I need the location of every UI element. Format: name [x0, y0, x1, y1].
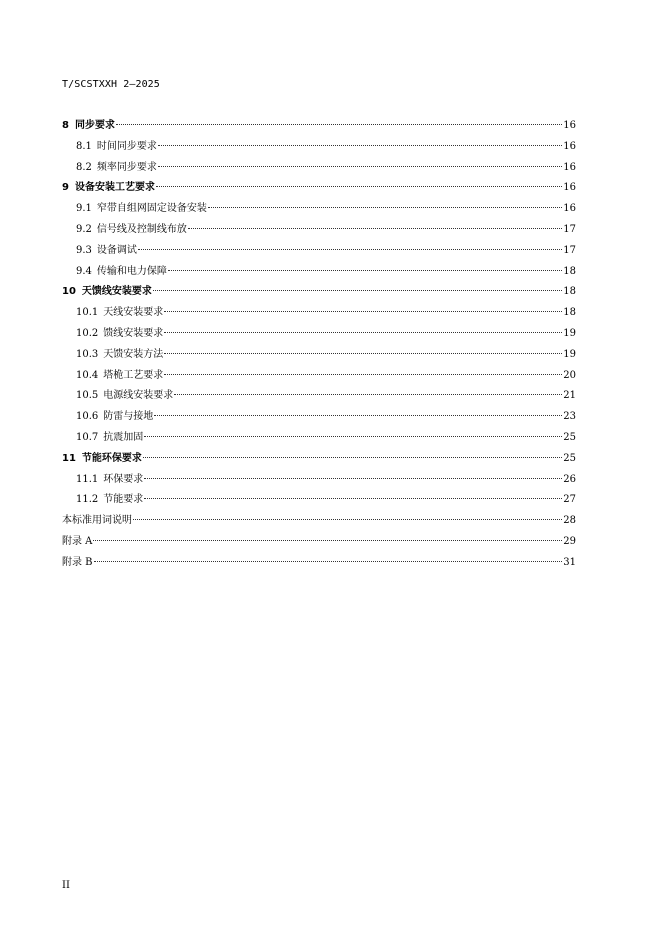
toc-entry-page: 17	[563, 244, 576, 256]
toc-entry[interactable]	[62, 282, 576, 303]
toc-entry[interactable]	[62, 220, 576, 241]
dot-leader	[188, 228, 562, 229]
toc-entry-page: 19	[563, 327, 576, 339]
toc-entry-page: 16	[563, 182, 576, 194]
toc-entry[interactable]	[62, 178, 576, 199]
toc-entry[interactable]	[62, 262, 576, 283]
toc-entry-number: 10.6	[76, 411, 99, 423]
toc-entry-number: 9.1	[76, 203, 92, 215]
toc-entry-page: 27	[563, 494, 576, 506]
toc-entry-number: 10.4	[76, 369, 99, 381]
dot-leader	[164, 353, 562, 354]
dot-leader	[164, 311, 562, 312]
toc-entry[interactable]	[62, 324, 576, 345]
dot-leader	[154, 415, 562, 416]
toc-entry[interactable]	[62, 137, 576, 158]
toc-entry-title: 塔桅工艺要求	[103, 369, 164, 381]
toc-entry-page: 16	[563, 161, 576, 173]
toc-entry-page: 16	[563, 140, 576, 152]
toc-entry-number: 11	[62, 452, 76, 464]
toc-entry-page: 16	[563, 120, 576, 131]
toc-entry-number: 10.1	[76, 307, 99, 319]
toc-entry-title: 设备调试	[96, 244, 137, 256]
dot-leader	[156, 186, 562, 187]
toc-entry-number: 11.1	[76, 473, 99, 485]
toc-entry-page: 31	[563, 556, 576, 568]
toc-entry[interactable]	[62, 345, 576, 366]
toc-entry-number: 9.4	[76, 265, 92, 277]
toc-entry[interactable]	[62, 532, 576, 553]
toc-entry-title: 节能环保要求	[81, 452, 142, 464]
toc-entry-title: 附录 A	[62, 535, 93, 547]
toc-entry-number: 8	[62, 120, 69, 131]
toc-entry-page: 18	[563, 286, 576, 298]
toc-entry-number: 11.2	[76, 494, 99, 506]
toc-entry-page: 21	[563, 390, 576, 402]
toc-entry-page: 29	[563, 535, 576, 547]
toc-entry-number: 10	[62, 286, 76, 298]
toc-entry-title: 电源线安装要求	[103, 390, 174, 402]
toc-entry-number: 8.1	[76, 140, 92, 152]
toc-entry-title: 设备安装工艺要求	[74, 182, 155, 194]
toc-entry-title: 节能要求	[103, 494, 144, 506]
toc-entry[interactable]	[62, 407, 576, 428]
toc-entry-number: 10.3	[76, 348, 99, 360]
dot-leader	[94, 561, 563, 562]
toc-entry-number: 9	[62, 182, 69, 194]
toc-entry-title: 天馈线安装要求	[81, 286, 152, 298]
toc-entry-title: 本标准用词说明	[62, 515, 132, 527]
toc-entry[interactable]	[62, 386, 576, 407]
toc-entry-number: 10.5	[76, 390, 99, 402]
toc-entry[interactable]	[62, 199, 576, 220]
toc-entry[interactable]	[62, 553, 576, 574]
table-of-contents	[62, 116, 576, 574]
toc-entry[interactable]	[62, 470, 576, 491]
toc-entry-page: 23	[563, 411, 576, 423]
toc-entry[interactable]	[62, 449, 576, 470]
dot-leader	[168, 270, 562, 271]
dot-leader	[143, 457, 562, 458]
toc-entry-title: 馈线安装要求	[103, 327, 164, 339]
toc-entry[interactable]	[62, 116, 576, 137]
dot-leader	[144, 478, 562, 479]
toc-entry-title: 时间同步要求	[96, 140, 157, 152]
toc-entry[interactable]	[62, 303, 576, 324]
dot-leader	[164, 374, 562, 375]
toc-entry-number: 10.2	[76, 327, 99, 339]
toc-entry-page: 20	[563, 369, 576, 381]
toc-entry-title: 天馈安装方法	[103, 348, 164, 360]
document-code: T/SCSTXXH 2—2025	[62, 79, 160, 90]
toc-entry-page: 25	[563, 452, 576, 464]
toc-entry-title: 同步要求	[74, 120, 115, 131]
dot-leader	[158, 145, 562, 146]
toc-entry-page: 28	[563, 515, 576, 527]
dot-leader	[174, 394, 562, 395]
toc-entry-number: 9.2	[76, 223, 92, 235]
dot-leader	[116, 124, 562, 125]
toc-entry[interactable]	[62, 366, 576, 387]
toc-entry-number: 10.7	[76, 431, 99, 443]
toc-entry-number: 9.3	[76, 244, 92, 256]
dot-leader	[138, 249, 562, 250]
toc-entry[interactable]	[62, 158, 576, 179]
toc-entry-title: 窄带自组网固定设备安装	[96, 203, 207, 215]
toc-entry-page: 25	[563, 431, 576, 443]
toc-entry-title: 防雷与接地	[103, 411, 154, 423]
toc-entry-page: 18	[563, 265, 576, 277]
dot-leader	[158, 166, 562, 167]
dot-leader	[144, 436, 562, 437]
toc-entry-page: 26	[563, 473, 576, 485]
toc-entry[interactable]	[62, 490, 576, 511]
toc-entry-title: 信号线及控制线布放	[96, 223, 187, 235]
toc-entry-page: 18	[563, 307, 576, 319]
toc-entry-title: 抗震加固	[103, 431, 144, 443]
toc-entry-title: 天线安装要求	[103, 307, 164, 319]
toc-entry-title: 传输和电力保障	[96, 265, 167, 277]
toc-entry-title: 频率同步要求	[96, 161, 157, 173]
dot-leader	[153, 290, 562, 291]
toc-entry-page: 16	[563, 203, 576, 215]
toc-entry[interactable]	[62, 428, 576, 449]
toc-entry-page: 17	[563, 223, 576, 235]
toc-entry[interactable]	[62, 241, 576, 262]
dot-leader	[93, 540, 562, 541]
toc-entry-title: 附录 B	[62, 556, 93, 568]
dot-leader	[208, 207, 562, 208]
page-number: II	[62, 880, 70, 891]
dot-leader	[164, 332, 562, 333]
toc-entry-page: 19	[563, 348, 576, 360]
dot-leader	[144, 498, 562, 499]
toc-entry-number: 8.2	[76, 161, 92, 173]
toc-entry[interactable]	[62, 511, 576, 532]
toc-entry-title: 环保要求	[103, 473, 144, 485]
dot-leader	[133, 519, 562, 520]
